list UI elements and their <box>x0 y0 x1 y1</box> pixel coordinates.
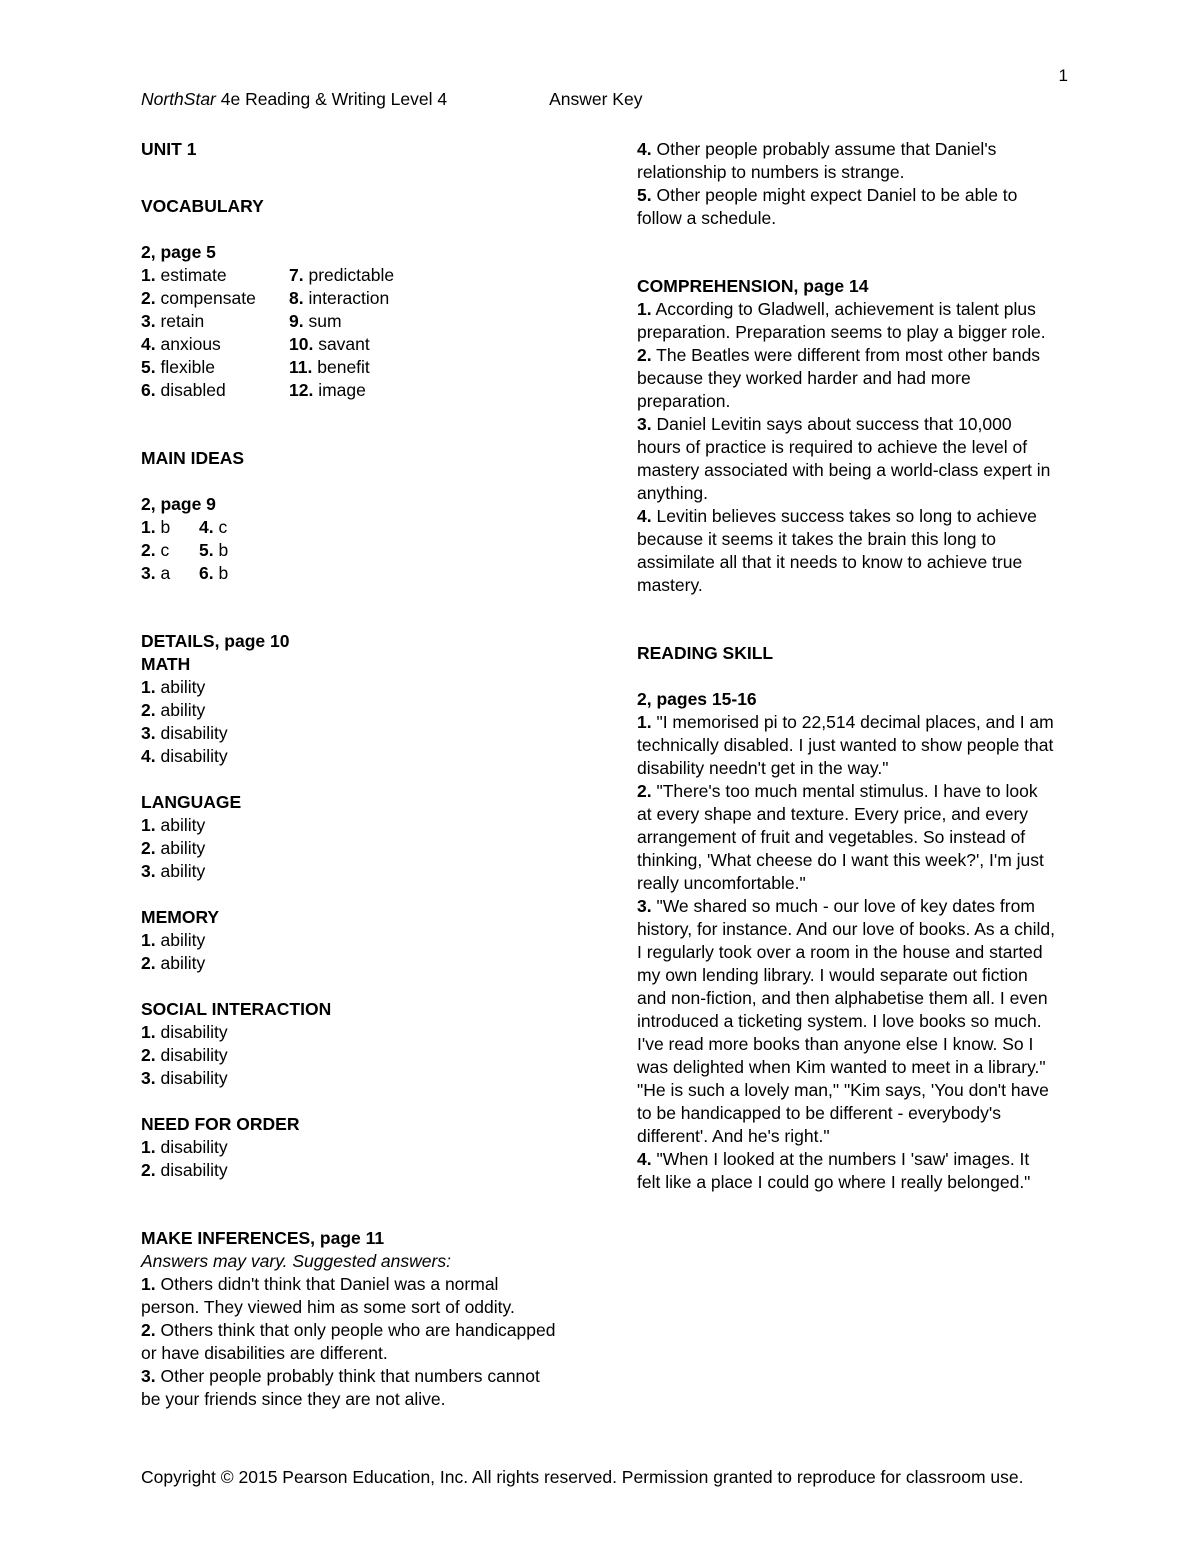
answer-item <box>141 1365 561 1411</box>
left-column <box>141 138 561 1411</box>
item-number: 6. <box>199 563 214 583</box>
answer-item <box>141 333 289 356</box>
section-heading-comprehension: COMPREHENSION, page 14 <box>637 276 869 296</box>
copyright-footer: Copyright © 2015 Pearson Education, Inc. All rights reserved. Permission granted to reproduce for classroom use. <box>141 1467 1024 1487</box>
answer-item <box>141 1319 561 1365</box>
details-list-language <box>141 814 561 883</box>
item-number: 5. <box>141 357 156 377</box>
document-header <box>141 88 1071 110</box>
answer-item <box>141 287 289 310</box>
right-column <box>637 138 1057 1194</box>
item-text: "I memorised pi to 22,514 decimal places, and I am technically disabled. I just wanted to show people that disability needn't get in the way." <box>637 712 1054 778</box>
item-number: 1. <box>637 712 652 732</box>
answer-item <box>637 138 1057 184</box>
answer-item <box>141 1021 561 1044</box>
section-heading-vocabulary: VOCABULARY <box>141 196 264 216</box>
item-number: 2. <box>141 1160 156 1180</box>
item-number: 1. <box>637 299 652 319</box>
section-heading-make-inferences: MAKE INFERENCES, page 11 <box>141 1228 385 1248</box>
answer-item <box>141 356 289 379</box>
item-text: disability <box>160 1160 228 1180</box>
answer-item <box>141 516 199 539</box>
exercise-label-vocabulary: 2, page 5 <box>141 242 216 262</box>
section-heading-main-ideas: MAIN IDEAS <box>141 448 245 468</box>
item-text: b <box>160 517 171 537</box>
answer-item <box>141 264 289 287</box>
item-number: 2. <box>141 540 156 560</box>
subsection-heading-language: LANGUAGE <box>141 792 242 812</box>
subsection-heading-social-interaction: SOCIAL INTERACTION <box>141 999 332 1019</box>
item-text: sum <box>308 311 342 331</box>
item-text: b <box>218 563 229 583</box>
item-number: 4. <box>199 517 214 537</box>
item-text: ability <box>160 700 206 720</box>
details-list-math <box>141 676 561 768</box>
item-text: savant <box>318 334 370 354</box>
main-ideas-answer-grid <box>141 516 561 585</box>
answer-item <box>141 1067 561 1090</box>
answer-item <box>141 929 561 952</box>
answer-item <box>141 1044 561 1067</box>
answer-item <box>141 837 561 860</box>
item-number: 2. <box>141 1045 156 1065</box>
item-text: disability <box>160 1045 228 1065</box>
item-number: 1. <box>141 517 156 537</box>
item-number: 5. <box>199 540 214 560</box>
item-text: interaction <box>308 288 390 308</box>
answer-item <box>141 562 199 585</box>
item-number: 9. <box>289 311 304 331</box>
item-text: ability <box>160 930 206 950</box>
item-text: image <box>318 380 366 400</box>
item-text: ability <box>160 677 206 697</box>
details-list-social-interaction <box>141 1021 561 1090</box>
answer-item <box>637 780 1057 895</box>
answer-item <box>141 539 199 562</box>
item-text: ability <box>160 838 206 858</box>
answer-item <box>141 952 561 975</box>
item-text: disabled <box>160 380 226 400</box>
answer-item <box>289 379 561 402</box>
item-number: 2. <box>141 1320 156 1340</box>
answer-item <box>289 356 561 379</box>
item-number: 1. <box>141 1022 156 1042</box>
item-number: 2. <box>141 288 156 308</box>
item-number: 1. <box>141 815 156 835</box>
item-number: 4. <box>637 506 652 526</box>
item-text: disability <box>160 1022 228 1042</box>
item-text: Daniel Levitin says about success that 10,000 hours of practice is required to achieve the level of mastery associated with being a world-class expert in anything. <box>637 414 1051 503</box>
book-title-rest: 4e Reading & Writing Level 4 <box>215 89 448 109</box>
answer-item <box>289 264 561 287</box>
answer-item <box>141 676 561 699</box>
item-number: 2. <box>141 838 156 858</box>
item-number: 4. <box>637 139 652 159</box>
item-number: 1. <box>141 930 156 950</box>
item-number: 3. <box>141 1366 156 1386</box>
item-number: 6. <box>141 380 156 400</box>
item-text: ability <box>160 953 206 973</box>
item-number: 10. <box>289 334 314 354</box>
item-text: disability <box>160 1137 228 1157</box>
item-number: 3. <box>141 861 156 881</box>
item-text: anxious <box>160 334 221 354</box>
item-number: 4. <box>141 334 156 354</box>
answer-item <box>141 745 561 768</box>
item-text: compensate <box>160 288 256 308</box>
item-text: c <box>218 517 228 537</box>
item-text: estimate <box>160 265 227 285</box>
item-text: Others didn't think that Daniel was a normal person. They viewed him as some sort of oddity. <box>141 1274 515 1317</box>
item-number: 2. <box>637 781 652 801</box>
item-number: 3. <box>141 1068 156 1088</box>
item-number: 4. <box>141 746 156 766</box>
answer-item <box>289 333 561 356</box>
item-text: retain <box>160 311 205 331</box>
answer-item <box>637 1148 1057 1194</box>
item-number: 2. <box>141 953 156 973</box>
book-title <box>141 89 447 109</box>
item-number: 3. <box>141 563 156 583</box>
answer-item <box>289 287 561 310</box>
section-heading-reading-skill: READING SKILL <box>637 643 774 663</box>
item-number: 8. <box>289 288 304 308</box>
item-number: 1. <box>141 1274 156 1294</box>
answer-item <box>637 505 1057 597</box>
item-number: 1. <box>141 1137 156 1157</box>
item-text: "When I looked at the numbers I 'saw' images. It felt like a place I could go where I really belonged." <box>637 1149 1031 1192</box>
answer-item <box>141 1159 561 1182</box>
answer-item <box>141 860 561 883</box>
book-title-italic: NorthStar <box>141 89 216 109</box>
answer-item <box>141 1136 561 1159</box>
item-number: 3. <box>141 311 156 331</box>
item-text: ability <box>160 815 206 835</box>
answer-item <box>199 516 561 539</box>
answer-item <box>289 310 561 333</box>
item-number: 11. <box>289 357 313 377</box>
answers-may-vary-note: Answers may vary. Suggested answers: <box>141 1251 451 1271</box>
item-number: 2. <box>637 345 652 365</box>
item-number: 3. <box>141 723 156 743</box>
answer-item <box>637 184 1057 230</box>
answer-item <box>637 711 1057 780</box>
item-text: Other people probably think that numbers cannot be your friends since they are not alive. <box>141 1366 540 1409</box>
item-text: Levitin believes success takes so long to achieve because it seems it takes the brain this long to assimilate all that it needs to know to achieve true mastery. <box>637 506 1037 595</box>
subsection-heading-math: MATH <box>141 654 191 674</box>
item-number: 4. <box>637 1149 652 1169</box>
item-text: flexible <box>160 357 215 377</box>
details-list-memory <box>141 929 561 975</box>
item-text: disability <box>160 1068 228 1088</box>
item-text: predictable <box>308 265 395 285</box>
answer-item <box>141 814 561 837</box>
unit-title: UNIT 1 <box>141 139 197 159</box>
item-text: "There's too much mental stimulus. I have to look at every shape and texture. Every price, and every arrangement of fruit and vegetables. So instead of thinking, 'What cheese do I want this week?', I'm just really uncomfortable." <box>637 781 1044 893</box>
item-text: ability <box>160 861 206 881</box>
answer-item <box>199 539 561 562</box>
answer-item <box>141 379 289 402</box>
item-text: Others think that only people who are handicapped or have disabilities are different. <box>141 1320 556 1363</box>
item-text: According to Gladwell, achievement is talent plus preparation. Preparation seems to play a bigger role. <box>637 299 1046 342</box>
item-text: Other people probably assume that Daniel's relationship to numbers is strange. <box>637 139 997 182</box>
answer-item <box>637 895 1057 1148</box>
answer-item <box>141 722 561 745</box>
item-text: b <box>218 540 229 560</box>
answer-item <box>637 344 1057 413</box>
exercise-label-reading-skill: 2, pages 15-16 <box>637 689 757 709</box>
item-number: 1. <box>141 265 156 285</box>
subsection-heading-memory: MEMORY <box>141 907 220 927</box>
item-text: c <box>160 540 170 560</box>
answer-item <box>637 413 1057 505</box>
item-text: The Beatles were different from most other bands because they worked harder and had more preparation. <box>637 345 1041 411</box>
answer-item <box>141 310 289 333</box>
answer-item <box>637 298 1057 344</box>
item-text: Other people might expect Daniel to be able to follow a schedule. <box>637 185 1018 228</box>
subsection-heading-need-for-order: NEED FOR ORDER <box>141 1114 300 1134</box>
details-list-need-for-order <box>141 1136 561 1182</box>
item-text: a <box>160 563 171 583</box>
item-number: 2. <box>141 700 156 720</box>
item-number: 1. <box>141 677 156 697</box>
document-type-label: Answer Key <box>549 89 643 109</box>
answer-item <box>141 699 561 722</box>
vocabulary-answer-grid <box>141 264 561 402</box>
answer-item <box>141 1273 561 1319</box>
item-text: "We shared so much - our love of key dates from history, for instance. And our love of books. As a child, I regularly took over a room in the house and started my own lending library. I would separate out fiction and non-fiction, and then alphabetise them all. I even introduced a ticketing system. I love books so much. I've read more books than anyone else I know. So I was delighted when Kim wanted to meet in a library." "He is such a lovely man," "Kim says, 'You don't have to be handicapped to be different - everybody's different'. And he's right." <box>637 896 1055 1146</box>
item-number: 3. <box>637 414 652 434</box>
section-heading-details: DETAILS, page 10 <box>141 631 290 651</box>
item-text: disability <box>160 723 228 743</box>
exercise-label-main-ideas: 2, page 9 <box>141 494 216 514</box>
item-number: 3. <box>637 896 652 916</box>
page-number: 1 <box>1058 66 1068 85</box>
item-number: 12. <box>289 380 314 400</box>
item-text: disability <box>160 746 228 766</box>
item-number: 7. <box>289 265 304 285</box>
item-number: 5. <box>637 185 652 205</box>
item-text: benefit <box>317 357 370 377</box>
answer-item <box>199 562 561 585</box>
